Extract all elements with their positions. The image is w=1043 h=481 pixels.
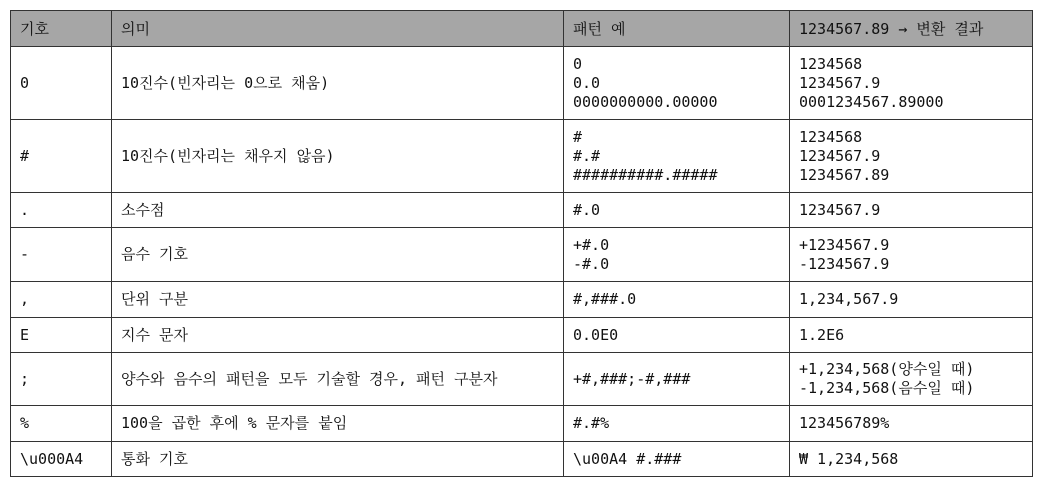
symbol-cell: % [11,406,112,442]
meaning-cell: 10진수(빈자리는 채우지 않음) [112,120,564,193]
result-cell: ₩ 1,234,568 [790,442,1033,477]
pattern-cell: # #.# ##########.##### [564,120,790,193]
meaning-cell: 단위 구분 [112,282,564,318]
symbol-cell: # [11,120,112,193]
pattern-cell: #.0 [564,193,790,228]
result-cell: 123456789% [790,406,1033,442]
pattern-cell: +#.0 -#.0 [564,228,790,282]
pattern-cell: #.#% [564,406,790,442]
result-cell: 1234567.9 [790,193,1033,228]
result-cell: 1234568 1234567.9 0001234567.89000 [790,47,1033,120]
symbol-cell: 0 [11,47,112,120]
result-cell: +1234567.9 -1234567.9 [790,228,1033,282]
pattern-cell: 0.0E0 [564,318,790,353]
symbol-cell: ; [11,353,112,406]
table-row [11,406,1033,442]
meaning-cell: 양수와 음수의 패턴을 모두 기술할 경우, 패턴 구분자 [112,353,564,406]
table-row [11,282,1033,318]
table-row [11,228,1033,282]
table-row [11,47,1033,120]
meaning-cell: 지수 문자 [112,318,564,353]
result-cell: +1,234,568(양수일 때) -1,234,568(음수일 때) [790,353,1033,406]
table-row [11,442,1033,477]
symbol-cell: - [11,228,112,282]
pattern-cell: \u00A4 #.### [564,442,790,477]
result-cell: 1,234,567.9 [790,282,1033,318]
symbol-cell: . [11,193,112,228]
header-result: 1234567.89 → 변환 결과 [790,11,1033,47]
meaning-cell: 소수점 [112,193,564,228]
header-pattern: 패턴 예 [564,11,790,47]
symbol-cell: \u000A4 [11,442,112,477]
pattern-cell: #,###.0 [564,282,790,318]
meaning-cell: 100을 곱한 후에 % 문자를 붙임 [112,406,564,442]
result-cell: 1.2E6 [790,318,1033,353]
header-symbol: 기호 [11,11,112,47]
pattern-cell: 0 0.0 0000000000.00000 [564,47,790,120]
result-cell: 1234568 1234567.9 1234567.89 [790,120,1033,193]
table-row [11,120,1033,193]
symbol-cell: , [11,282,112,318]
header-meaning: 의미 [112,11,564,47]
meaning-cell: 10진수(빈자리는 0으로 채움) [112,47,564,120]
table-row [11,318,1033,353]
meaning-cell: 통화 기호 [112,442,564,477]
symbol-cell: E [11,318,112,353]
table-row [11,193,1033,228]
header-row [11,11,1033,47]
meaning-cell: 음수 기호 [112,228,564,282]
table-row [11,353,1033,406]
format-symbol-table [10,10,1033,477]
pattern-cell: +#,###;-#,### [564,353,790,406]
